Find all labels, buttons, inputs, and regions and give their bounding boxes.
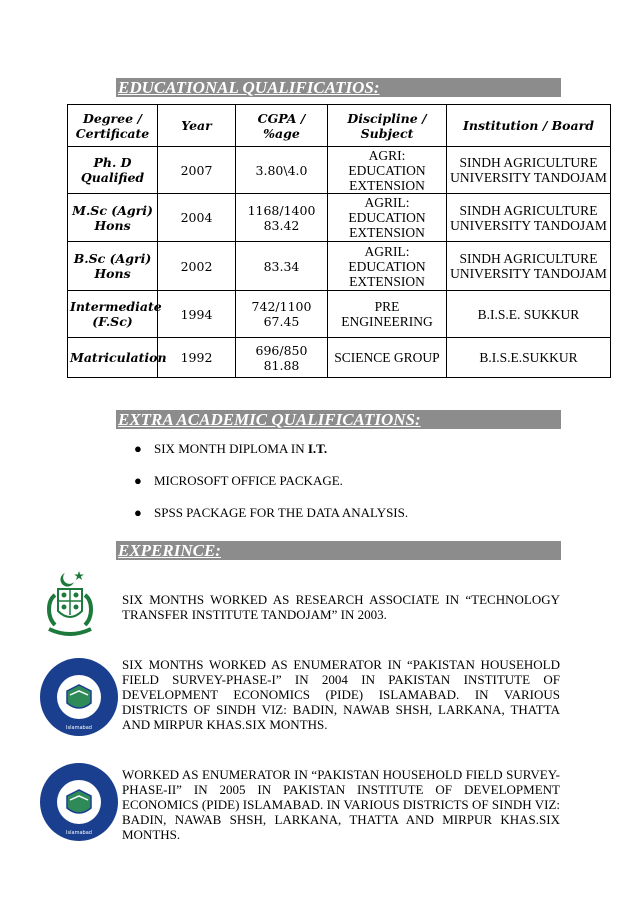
- header-institution: Institution / Board: [447, 105, 611, 147]
- cell-institution: SINDH AGRICULTURE UNIVERSITY TANDOJAM: [447, 147, 611, 194]
- table-row: [68, 147, 611, 194]
- experience-title: EXPERINCE:: [118, 541, 221, 560]
- cell-year: 1994: [158, 291, 236, 338]
- bullet-icon: ●: [134, 441, 142, 456]
- extra-title: EXTRA ACADEMIC QUALIFICATIONS:: [118, 410, 421, 429]
- education-title: EDUCATIONAL QUALIFICATIOS:: [118, 78, 380, 97]
- cell-cgpa: 83.34: [236, 242, 328, 291]
- cell-discipline: AGRI: EDUCATION EXTENSION: [328, 147, 447, 194]
- pide-city-label: Islamabad: [66, 830, 92, 836]
- table-row: [68, 194, 611, 242]
- cell-year: 2002: [158, 242, 236, 291]
- extra-list: [126, 441, 408, 537]
- table-header-row: [68, 105, 611, 147]
- education-section-heading: [116, 78, 561, 97]
- cell-year: 2007: [158, 147, 236, 194]
- cell-institution: B.I.S.E. SUKKUR: [447, 291, 611, 338]
- table-row: [68, 242, 611, 291]
- cell-institution: SINDH AGRICULTURE UNIVERSITY TANDOJAM: [447, 194, 611, 242]
- header-discipline: Discipline / Subject: [328, 105, 447, 147]
- cell-cgpa: 742/1100 67.45: [236, 291, 328, 338]
- extra-section-heading: [116, 410, 561, 429]
- list-item: ● SIX MONTH DIPLOMA IN I.T.: [134, 441, 328, 456]
- table-row: [68, 291, 611, 338]
- bullet-icon: ●: [134, 505, 142, 520]
- experience-item-3: WORKED AS ENUMERATOR IN “PAKISTAN HOUSEHOLD FIELD SURVEY-PHASE-II” IN 2005 IN PAKISTAN INSTITUTE OF DEVELOPMENT ECONOMICS (PIDE) ISLAMABAD. IN VARIOUS DISTRICTS OF SINDH VIZ: BADIN, NAWAB SHSH, LARKANA, THATTA AND MIRPUR KHAS.SIX MONTHS.: [122, 767, 560, 842]
- cell-degree: Intermediate (F.Sc): [68, 291, 158, 338]
- bullet-icon: ●: [134, 473, 142, 488]
- pide-logo-icon: [39, 657, 119, 737]
- pide-city-label: Islamabad: [66, 725, 92, 731]
- header-degree: Degree / Certificate: [68, 105, 158, 147]
- cell-degree: Matriculation: [68, 338, 158, 378]
- table-row: [68, 338, 611, 378]
- pakistan-emblem-icon: [41, 567, 99, 641]
- cell-cgpa: 3.80\4.0: [236, 147, 328, 194]
- cell-degree: Ph. D Qualified: [68, 147, 158, 194]
- cell-discipline: AGRIL: EDUCATION EXTENSION: [328, 242, 447, 291]
- cell-year: 2004: [158, 194, 236, 242]
- cell-institution: SINDH AGRICULTURE UNIVERSITY TANDOJAM: [447, 242, 611, 291]
- cell-degree: B.Sc (Agri) Hons: [68, 242, 158, 291]
- header-cgpa: CGPA / %age: [236, 105, 328, 147]
- cell-year: 1992: [158, 338, 236, 378]
- cell-cgpa: 1168/1400 83.42: [236, 194, 328, 242]
- cell-discipline: AGRIL: EDUCATION EXTENSION: [328, 194, 447, 242]
- experience-item-2: SIX MONTHS WORKED AS ENUMERATOR IN “PAKISTAN HOUSEHOLD FIELD SURVEY-PHASE-I” IN 2004 IN PAKISTAN INSTITUTE OF DEVELOPMENT ECONOMICS (PIDE) ISLAMABAD. IN VARIOUS DISTRICTS OF SINDH VIZ: BADIN, NAWAB SHSH, LARKANA, THATTA AND MIRPUR KHAS.SIX MONTHS.: [122, 657, 560, 732]
- cell-discipline: PRE ENGINEERING: [328, 291, 447, 338]
- cell-discipline: SCIENCE GROUP: [328, 338, 447, 378]
- list-item: ● SPSS PACKAGE FOR THE DATA ANALYSIS.: [134, 505, 409, 520]
- pide-logo-icon: [39, 762, 119, 842]
- experience-section-heading: [116, 541, 561, 560]
- header-year: Year: [158, 105, 236, 147]
- experience-item-1: SIX MONTHS WORKED AS RESEARCH ASSOCIATE IN “TECHNOLOGY TRANSFER INSTITUTE TANDOJAM” IN 2003.: [122, 592, 560, 622]
- education-table: [67, 104, 611, 378]
- list-item: ● MICROSOFT OFFICE PACKAGE.: [134, 473, 343, 488]
- cell-degree: M.Sc (Agri) Hons: [68, 194, 158, 242]
- cell-institution: B.I.S.E.SUKKUR: [447, 338, 611, 378]
- cell-cgpa: 696/850 81.88: [236, 338, 328, 378]
